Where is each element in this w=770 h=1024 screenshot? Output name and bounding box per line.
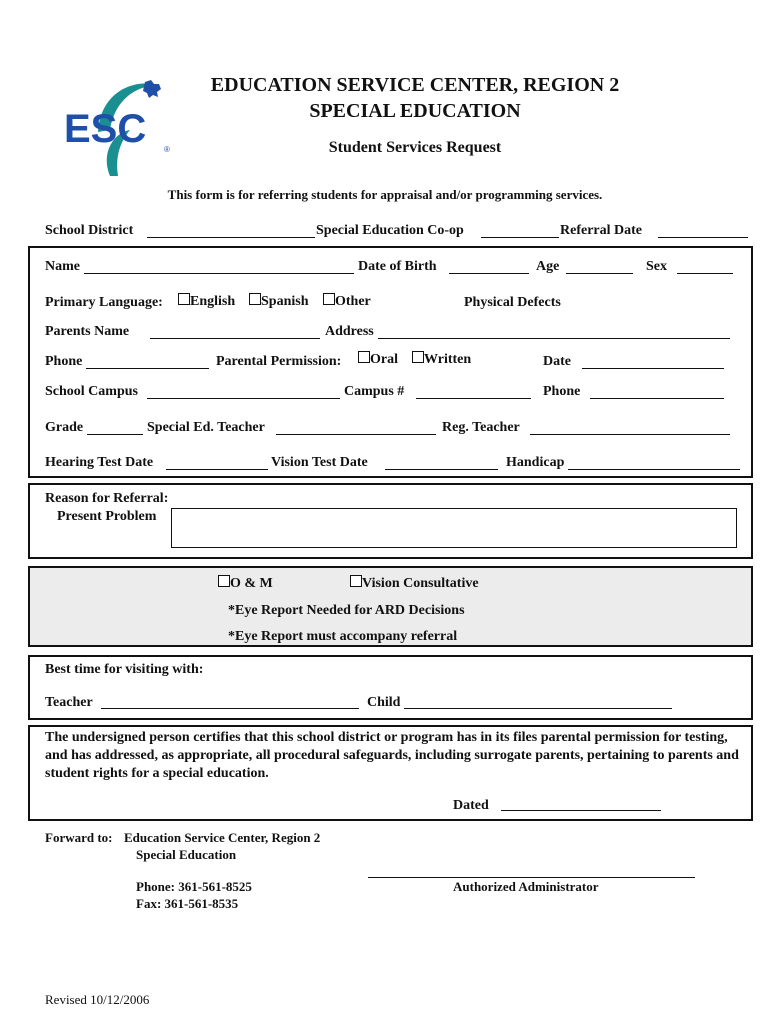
- om-checkbox[interactable]: [218, 575, 230, 587]
- visit-child-label: Child: [367, 695, 401, 710]
- om-option[interactable]: O & M: [218, 575, 273, 592]
- revised-date: Revised 10/12/2006: [45, 992, 150, 1007]
- written-option[interactable]: Written: [412, 351, 471, 368]
- hearing-test-field[interactable]: [166, 469, 268, 470]
- reg-teacher-label: Reg. Teacher: [442, 420, 520, 435]
- permission-date-label: Date: [543, 354, 571, 369]
- forward-org-line1: Education Service Center, Region 2: [124, 830, 321, 845]
- permission-date-field[interactable]: [582, 368, 724, 369]
- eye-report-note-2: *Eye Report must accompany referral: [228, 629, 458, 644]
- written-checkbox[interactable]: [412, 351, 424, 363]
- eye-report-note-1: *Eye Report Needed for ARD Decisions: [228, 603, 465, 618]
- grade-field[interactable]: [87, 434, 143, 435]
- address-label: Address: [325, 324, 374, 339]
- form-title: Student Services Request: [328, 139, 502, 156]
- footer-phone: Phone: 361-561-8525: [136, 879, 252, 894]
- svg-text:®: ®: [164, 145, 170, 154]
- esc-logo: [60, 72, 180, 182]
- oral-option[interactable]: Oral: [358, 351, 398, 368]
- present-problem-input[interactable]: [171, 508, 737, 548]
- reg-teacher-field[interactable]: [530, 434, 730, 435]
- parents-name-field[interactable]: [150, 338, 320, 339]
- school-district-field[interactable]: [147, 237, 315, 238]
- vision-consultative-checkbox[interactable]: [350, 575, 362, 587]
- name-field[interactable]: [84, 273, 354, 274]
- signature-field[interactable]: [368, 877, 695, 878]
- school-district-label: School District: [45, 223, 134, 238]
- reason-label: Reason for Referral:: [45, 491, 169, 506]
- english-checkbox[interactable]: [178, 293, 190, 305]
- coop-field[interactable]: [481, 237, 559, 238]
- dated-field[interactable]: [501, 810, 661, 811]
- referral-date-field[interactable]: [658, 237, 748, 238]
- parents-name-label: Parents Name: [45, 324, 130, 339]
- logo-text: ESC: [64, 107, 147, 151]
- english-option[interactable]: English: [178, 293, 235, 310]
- other-checkbox[interactable]: [323, 293, 335, 305]
- referral-date-label: Referral Date: [560, 223, 643, 238]
- sex-label: Sex: [646, 259, 667, 274]
- school-campus-field[interactable]: [147, 398, 340, 399]
- age-field[interactable]: [566, 273, 633, 274]
- sped-teacher-label: Special Ed. Teacher: [147, 420, 265, 435]
- hearing-test-label: Hearing Test Date: [45, 455, 154, 470]
- name-label: Name: [45, 259, 80, 274]
- address-field[interactable]: [378, 338, 730, 339]
- certification-text: The undersigned person certifies that this school district or program has in its files parental permission for testing, and has addressed, as appropriate, all procedural safeguards, including surrogate parents, pertaining to parents and student rights for a special education.: [45, 730, 739, 781]
- oral-checkbox[interactable]: [358, 351, 370, 363]
- visiting-heading: Best time for visiting with:: [45, 662, 204, 677]
- sex-field[interactable]: [677, 273, 733, 274]
- school-campus-label: School Campus: [45, 384, 138, 399]
- coop-label: Special Education Co-op: [316, 223, 464, 238]
- footer-fax: Fax: 361-561-8535: [136, 896, 239, 911]
- sped-teacher-field[interactable]: [276, 434, 436, 435]
- campus-phone-field[interactable]: [590, 398, 724, 399]
- grade-label: Grade: [45, 420, 84, 435]
- primary-language-label: Primary Language:: [45, 295, 163, 310]
- phone-field[interactable]: [86, 368, 209, 369]
- campus-phone-label: Phone: [543, 384, 581, 399]
- campus-number-label: Campus #: [344, 384, 405, 399]
- dob-label: Date of Birth: [358, 259, 437, 274]
- vision-test-field[interactable]: [385, 469, 498, 470]
- phone-label: Phone: [45, 354, 83, 369]
- physical-defects-label: Physical Defects: [464, 295, 561, 310]
- spanish-option[interactable]: Spanish: [249, 293, 308, 310]
- dated-label: Dated: [453, 798, 489, 813]
- vision-consultative-option[interactable]: Vision Consultative: [350, 575, 479, 592]
- visit-teacher-label: Teacher: [45, 695, 93, 710]
- parental-permission-label: Parental Permission:: [216, 354, 342, 369]
- handicap-field[interactable]: [568, 469, 740, 470]
- signature-label: Authorized Administrator: [453, 879, 599, 894]
- present-problem-label: Present Problem: [57, 509, 157, 524]
- page-title: EDUCATION SERVICE CENTER, REGION 2: [210, 74, 620, 96]
- handicap-label: Handicap: [506, 455, 565, 470]
- vision-test-label: Vision Test Date: [271, 455, 368, 470]
- visit-teacher-field[interactable]: [101, 708, 359, 709]
- page-subtitle-dept: SPECIAL EDUCATION: [309, 100, 521, 122]
- dob-field[interactable]: [449, 273, 529, 274]
- forward-to-label: Forward to:: [45, 830, 113, 845]
- campus-number-field[interactable]: [416, 398, 531, 399]
- forward-org-line2: Special Education: [136, 847, 237, 862]
- age-label: Age: [536, 259, 560, 274]
- form-intro: This form is for referring students for appraisal and/or programming services.: [167, 187, 603, 202]
- other-option[interactable]: Other: [323, 293, 371, 310]
- visit-child-field[interactable]: [404, 708, 672, 709]
- spanish-checkbox[interactable]: [249, 293, 261, 305]
